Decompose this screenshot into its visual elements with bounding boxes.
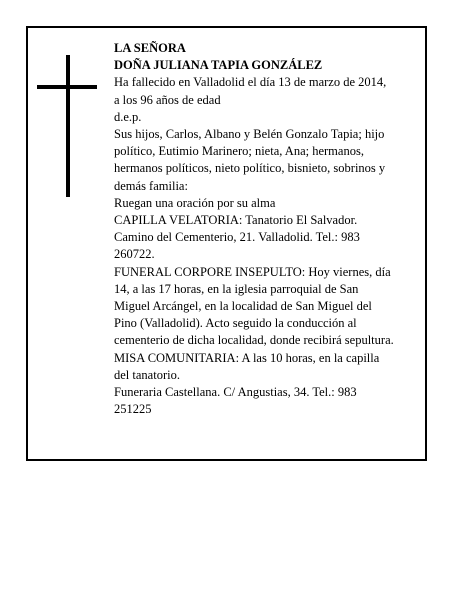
notice-line: Sus hijos, Carlos, Albano y Belén Gonzalo Tapia; hijo — [114, 127, 385, 142]
notice-line: 260722. — [114, 247, 155, 262]
notice-line: Ruegan una oración por su alma — [114, 195, 276, 210]
notice-line: del tanatorio. — [114, 367, 180, 382]
notice-line: Funeraria Castellana. C/ Angustias, 34. Tel.: 983 — [114, 385, 357, 400]
notice-line: CAPILLA VELATORIA: Tanatorio El Salvador. — [114, 213, 358, 228]
cross-icon-vertical — [66, 55, 70, 197]
notice-line: Miguel Arcángel, en la localidad de San Miguel del — [114, 299, 372, 314]
notice-line: FUNERAL CORPORE INSEPULTO: Hoy viernes, día — [114, 264, 391, 279]
notice-line: 251225 — [114, 402, 152, 417]
notice-line: Camino del Cementerio, 21. Valladolid. Tel.: 983 — [114, 230, 360, 245]
deceased-title: LA SEÑORA — [114, 41, 186, 55]
notice-line: a los 96 años de edad — [114, 92, 221, 107]
notice-line: 14, a las 17 horas, en la iglesia parroquial de San — [114, 281, 359, 296]
notice-line: político, Eutimio Marinero; nieta, Ana; hermanos, — [114, 144, 364, 159]
notice-line: d.e.p. — [114, 109, 142, 124]
notice-line: MISA COMUNITARIA: A las 10 horas, en la capilla — [114, 350, 380, 365]
notice-line: Pino (Valladolid). Acto seguido la conducción al — [114, 316, 357, 331]
notice-line: hermanos políticos, nieto político, bisnieto, sobrinos y — [114, 161, 386, 176]
notice-line: demás familia: — [114, 178, 188, 193]
deceased-name: DOÑA JULIANA TAPIA GONZÁLEZ — [114, 58, 323, 73]
notice-line: Ha fallecido en Valladolid el día 13 de marzo de 2014, — [114, 75, 387, 90]
notice-line: cementerio de dicha localidad, donde recibirá sepultura. — [114, 333, 394, 348]
cross-icon-horizontal — [37, 85, 97, 89]
obituary-text — [114, 40, 424, 418]
